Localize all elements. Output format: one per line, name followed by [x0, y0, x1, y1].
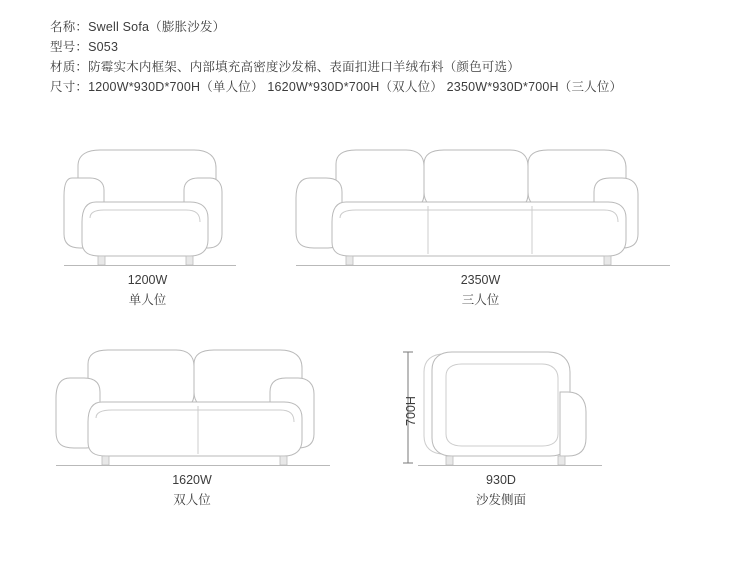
spec-line-model: 型号：S053 [50, 40, 119, 54]
spec-line-name: 名称：Swell Sofa（膨胀沙发） [50, 20, 226, 34]
product-spec-block [50, 17, 710, 97]
spec-line-material: 材质：防霉实木内框架、内部填充高密度沙发棉、表面扣进口羊绒布料（颜色可选） [50, 60, 520, 74]
side-view-name: 沙发侧面 [475, 493, 526, 507]
figure-single-seat [60, 130, 235, 307]
single-seat-name: 单人位 [128, 293, 167, 307]
figure-two-seat [52, 330, 332, 507]
side-view-height-label: 700H [404, 396, 418, 426]
side-view-dimension: 930D [486, 473, 516, 487]
single-seat-drawing [60, 130, 240, 280]
figure-three-seat [288, 130, 673, 307]
two-seat-name: 双人位 [173, 493, 211, 507]
three-seat-drawing [288, 130, 678, 280]
spec-line-size: 尺寸：1200W*930D*700H（单人位） 1620W*930D*700H（双人位） 2350W*930D*700H（三人位） [50, 80, 623, 94]
three-seat-name: 三人位 [461, 293, 500, 307]
figure-side-view [390, 330, 620, 507]
single-seat-dimension: 1200W [127, 273, 168, 287]
side-view-drawing [390, 330, 620, 480]
two-seat-drawing [52, 330, 337, 480]
diagram-area [0, 120, 750, 540]
three-seat-dimension: 2350W [460, 273, 501, 287]
two-seat-dimension: 1620W [172, 473, 212, 487]
